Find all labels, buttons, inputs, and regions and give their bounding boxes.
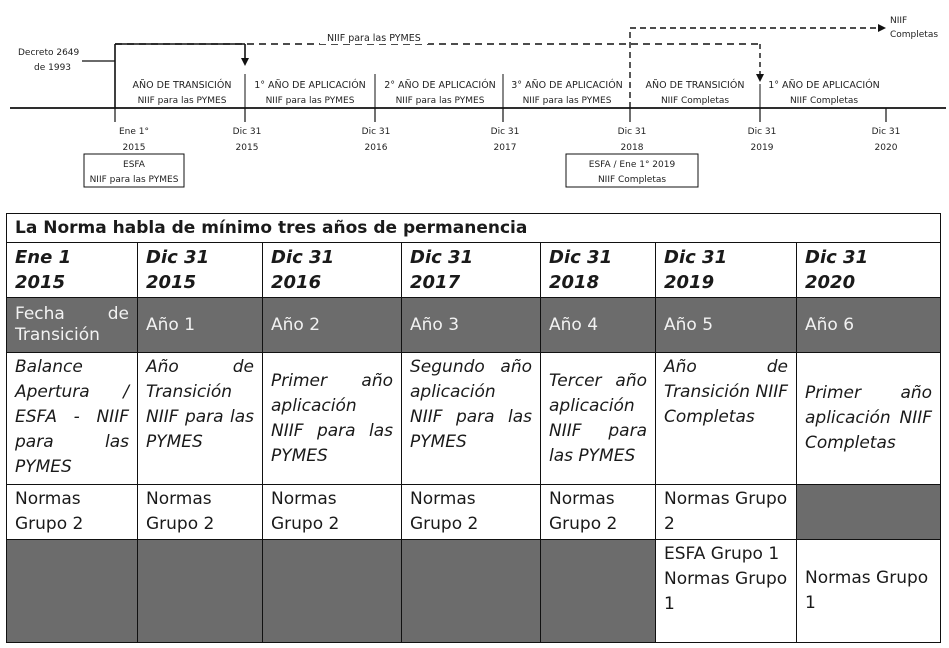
period-sub: NIIF para las PYMES [395, 96, 485, 106]
period-sub: NIIF Completas [789, 96, 859, 106]
norms-cell-empty [797, 485, 941, 540]
date-cell [7, 243, 138, 298]
group1-cell-empty [263, 540, 402, 643]
date-row [7, 243, 941, 298]
year-cell [656, 298, 797, 353]
tick-label: Dic 31 [490, 127, 520, 137]
table-caption-row [7, 214, 941, 243]
tick-year: 2016 [364, 143, 388, 153]
description-cell: Tercer año aplicación NIIF para las PYMES [541, 353, 656, 485]
date-cell [402, 243, 541, 298]
description-row [7, 353, 941, 485]
date-line1: Dic 31 [410, 247, 474, 268]
date-cell [656, 243, 797, 298]
year-label: Año 4 [549, 314, 599, 335]
period-title: 1° AÑO DE APLICACIÓN [254, 80, 366, 91]
group1-cell-empty [7, 540, 138, 643]
norms-cell: Normas Grupo 2 [263, 485, 402, 540]
description-cell: Primer año aplicación NIIF Completas [797, 353, 941, 485]
tick-year: 2017 [493, 143, 517, 153]
date-cell [138, 243, 263, 298]
pymes-arrow-label: NIIF para las PYMES [327, 33, 421, 44]
period-title: 3° AÑO DE APLICACIÓN [511, 80, 623, 91]
tick-year: 2020 [874, 143, 898, 153]
period-title: 2° AÑO DE APLICACIÓN [384, 80, 496, 91]
tick-label: Dic 31 [617, 127, 647, 137]
date-line2: 2015 [146, 272, 197, 293]
permanence-table [6, 213, 941, 643]
norms-row [7, 485, 941, 540]
esfa-pymes-box-line2: NIIF para las PYMES [89, 175, 179, 185]
date-line1: Dic 31 [805, 247, 869, 268]
tick-label: Ene 1° [118, 127, 150, 137]
date-cell [797, 243, 941, 298]
timeline-diagram [0, 0, 949, 200]
table-caption: La Norma habla de mínimo tres años de permanencia [7, 214, 941, 243]
group1-cell-empty [138, 540, 263, 643]
tick-label: Dic 31 [871, 127, 901, 137]
date-line2: 2015 [15, 272, 66, 293]
completas-arrow-head [878, 24, 886, 32]
date-line2: 2019 [664, 272, 715, 293]
tick-labels [119, 127, 900, 153]
tick-label: Dic 31 [747, 127, 777, 137]
date-cell [541, 243, 656, 298]
period-title: AÑO DE TRANSICIÓN [645, 80, 745, 91]
date-line2: 2017 [410, 272, 461, 293]
group1-row [7, 540, 941, 643]
year-label: Año 5 [664, 314, 714, 335]
norms-cell: Normas Grupo 2 [541, 485, 656, 540]
description-cell: Año de Transición NIIF para las PYMES [138, 353, 263, 485]
norms-cell: Normas Grupo 2 [138, 485, 263, 540]
date-line1: Ene 1 [15, 247, 72, 268]
description-cell: Balance Apertura / ESFA - NIIF para las PYMES [7, 353, 138, 485]
year-label: Año 2 [271, 314, 321, 335]
year-label: Fecha de Transición [15, 304, 129, 345]
date-line2: 2018 [549, 272, 600, 293]
pymes-arrow-head [241, 58, 249, 66]
date-line1: Dic 31 [664, 247, 728, 268]
year-cell [541, 298, 656, 353]
group1-cell: Normas Grupo 1 [797, 540, 941, 643]
year-cell [7, 298, 138, 353]
esfa-completas-box-line2: NIIF Completas [597, 175, 667, 185]
pymes-dashed-head [756, 74, 764, 82]
description-cell: Año de Transición NIIF Completas [656, 353, 797, 485]
period-sub: NIIF para las PYMES [522, 96, 612, 106]
group1-esfa: ESFA Grupo 1 [664, 544, 780, 564]
year-label: Año 6 [805, 314, 855, 335]
date-line2: 2020 [805, 272, 856, 293]
decreto-label-line1: Decreto 2649 [18, 48, 80, 58]
group1-normas: Normas Grupo 1 [664, 569, 788, 614]
description-cell: Primer año aplicación NIIF para las PYMES [263, 353, 402, 485]
completas-label-line1: NIIF [890, 16, 908, 26]
norms-cell: Normas Grupo 2 [402, 485, 541, 540]
decreto-label-line2: de 1993 [34, 63, 72, 73]
esfa-completas-box-line1: ESFA / Ene 1° 2019 [588, 160, 676, 170]
period-title: AÑO DE TRANSICIÓN [132, 80, 232, 91]
year-row [7, 298, 941, 353]
group1-cell-empty [402, 540, 541, 643]
group1-cell [656, 540, 797, 643]
tick-year: 2018 [620, 143, 644, 153]
year-cell [263, 298, 402, 353]
year-label: Año 3 [410, 314, 460, 335]
tick-year: 2019 [750, 143, 774, 153]
period-title: 1° AÑO DE APLICACIÓN [768, 80, 880, 91]
axis-ticks [115, 108, 886, 122]
esfa-pymes-box-line1: ESFA [123, 160, 145, 170]
period-sub: NIIF para las PYMES [265, 96, 355, 106]
date-line1: Dic 31 [146, 247, 210, 268]
year-cell [138, 298, 263, 353]
year-label: Año 1 [146, 314, 196, 335]
completas-label-line2: Completas [890, 30, 939, 40]
norms-cell: Normas Grupo 2 [656, 485, 797, 540]
tick-year: 2015 [235, 143, 259, 153]
tick-label: Dic 31 [361, 127, 391, 137]
year-cell [797, 298, 941, 353]
year-cell [402, 298, 541, 353]
norms-cell: Normas Grupo 2 [7, 485, 138, 540]
date-line2: 2016 [271, 272, 322, 293]
description-cell: Segundo año aplicación NIIF para las PYMES [402, 353, 541, 485]
date-line1: Dic 31 [549, 247, 613, 268]
tick-year: 2015 [122, 143, 146, 153]
tick-label: Dic 31 [232, 127, 262, 137]
period-sub: NIIF Completas [660, 96, 730, 106]
group1-cell-empty [541, 540, 656, 643]
period-sub: NIIF para las PYMES [137, 96, 227, 106]
date-line1: Dic 31 [271, 247, 335, 268]
date-cell [263, 243, 402, 298]
